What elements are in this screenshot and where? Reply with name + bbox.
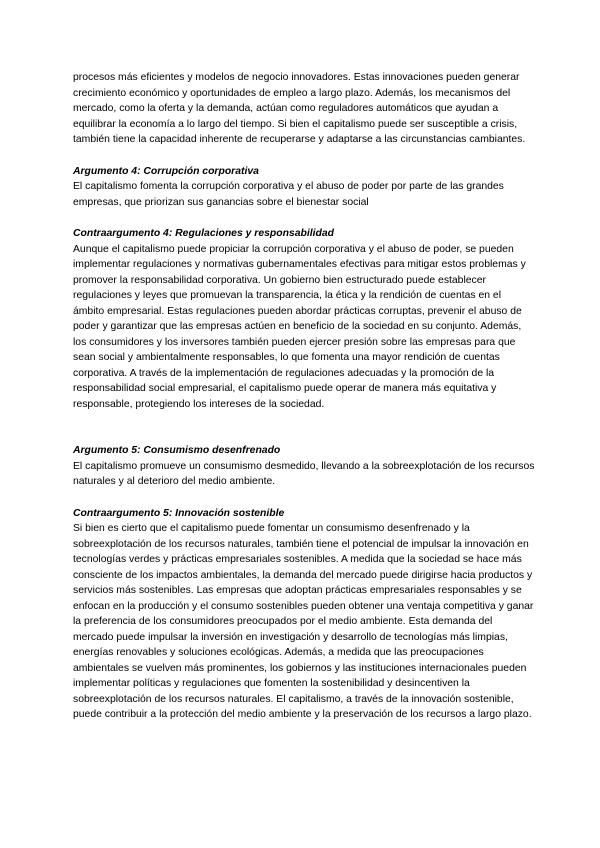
section-contraargumento-4 — [73, 226, 535, 412]
spacer — [73, 148, 535, 164]
document-page — [73, 70, 535, 723]
section-contraargumento-5 — [73, 506, 535, 723]
section-body: Si bien es cierto que el capitalismo puede fomentar un consumismo desenfrenado y la sobreexplotación de los recursos naturales, también tiene el potencial de impulsar la innovación en tecnologías verdes y prácticas empresariales sostenibles. A medida que la sociedad se hace más consciente de los impactos ambientales, la demanda del mercado puede dirigirse hacia productos y servicios más sostenibles. Las empresas que adoptan prácticas empresariales responsables y se enfocan en la producción y el consumo sostenibles pueden obtener una ventaja competitiva y ganar la preferencia de los consumidores preocupados por el medio ambiente. Esta demanda del mercado puede impulsar la inversión en investigación y desarrollo de tecnologías más limpias, energías renovables y soluciones ecológicas. Además, a medida que las preocupaciones ambientales se vuelven más prominentes, los gobiernos y las instituciones internacionales pueden implementar políticas y regulaciones que fomenten la sostenibilidad y desincentiven la sobreexplotación de los recursos naturales. El capitalismo, a través de la innovación sostenible, puede contribuir a la protección del medio ambiente y la preservación de los recursos a largo plazo. — [73, 523, 534, 720]
section-heading: Contraargumento 4: Regulaciones y responsabilidad — [73, 228, 334, 239]
section-body: El capitalismo promueve un consumismo desmedido, llevando a la sobreexplotación de los recursos naturales y al deterioro del medio ambiente. — [73, 460, 535, 487]
section-heading: Contraargumento 5: Innovación sostenible — [73, 507, 285, 519]
section-heading: Argumento 4: Corrupción corporativa — [73, 165, 259, 177]
spacer — [73, 412, 535, 443]
spacer — [73, 490, 535, 506]
section-body: El capitalismo fomenta la corrupción corporativa y el abuso de poder por parte de las grandes empresas, que priorizan sus ganancias sobre el bienestar social — [73, 181, 504, 208]
spacer — [73, 210, 535, 226]
section-argumento-4 — [73, 164, 535, 211]
section-argumento-5 — [73, 443, 535, 490]
section-body: Aunque el capitalismo puede propiciar la corrupción corporativa y el abuso de poder, se pueden implementar regulaciones y normativas gubernamentales efectivas para mitigar estos problemas y promover la responsabilidad corporativa. Un gobierno bien estructurado puede establecer regulaciones y leyes que promuevan la transparencia, la ética y la rendición de cuentas en el ámbito empresarial. Estas regulaciones pueden abordar prácticas corruptas, prevenir el abuso de poder y garantizar que las empresas actúen en beneficio de la sociedad en su conjunto. Además, los consumidores y los inversores también pueden ejercer presión sobre las empresas para que sean social y ambientalmente responsables, lo que fomenta una mayor rendición de cuentas corporativa. A través de la implementación de regulaciones adecuadas y la promoción de la responsabilidad social empresarial, el capitalismo puede operar de manera más equitativa y responsable, protegiendo los intereses de la sociedad. — [73, 243, 526, 410]
section-heading: Argumento 5: Consumismo desenfrenado — [73, 445, 281, 456]
intro-paragraph: procesos más eficientes y modelos de negocio innovadores. Estas innovaciones pueden generar crecimiento económico y oportunidades de empleo a largo plazo. Además, los mecanismos del mercado, como la oferta y la demanda, actúan como reguladores automáticos que ayudan a equilibrar la economía a lo largo del tiempo. Si bien el capitalismo puede ser susceptible a crisis, también tiene la capacidad inherente de recuperarse y adaptarse a las circunstancias cambiantes. — [73, 72, 526, 145]
